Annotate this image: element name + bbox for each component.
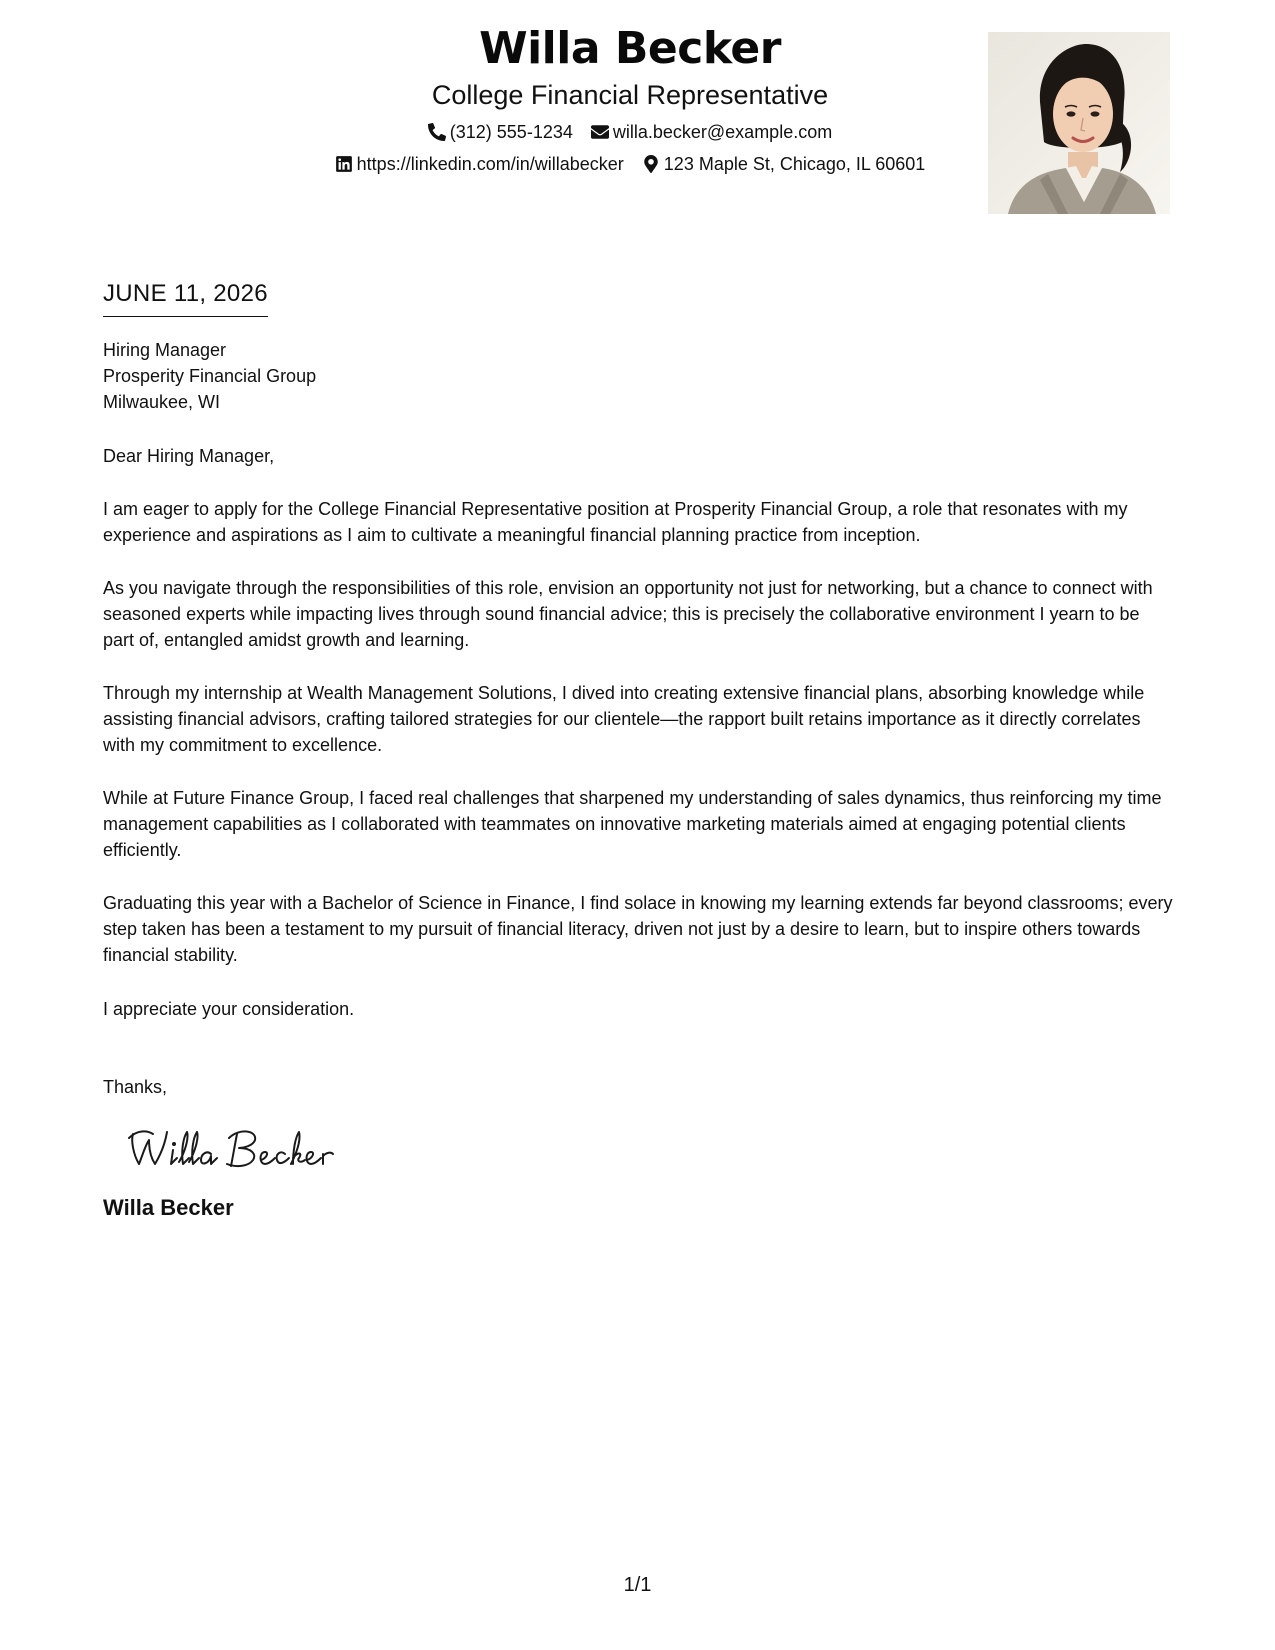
job-title: College Financial Representative — [431, 80, 829, 110]
paragraph: Graduating this year with a Bachelor of Science in Finance, I find solace in knowing my learning extends far beyond classrooms; every step taken has been a testament to my pursuit of financial literacy, driven not just by a desire to learn, but to inspire others towards financial stability. — [103, 893, 1173, 965]
recipient-block — [103, 337, 1173, 415]
linkedin-icon — [335, 155, 353, 173]
recipient-company: Prosperity Financial Group — [103, 366, 317, 386]
applicant-name: Willa Becker — [479, 23, 781, 74]
profile-photo — [988, 32, 1170, 214]
salutation: Dear Hiring Manager, — [103, 446, 275, 466]
handwritten-signature — [127, 1124, 347, 1176]
phone-text: (312) 555-1234 — [449, 122, 573, 142]
paragraph: Through my internship at Wealth Management Solutions, I dived into creating extensive financial plans, absorbing knowledge while assisting financial advisors, crafting tailored strategies for our clientele—the rapport built retains importance as it directly correlates with my commitment to excellence. — [103, 683, 1145, 755]
page-number: 1/1 — [623, 1574, 652, 1596]
contact-linkedin[interactable] — [335, 152, 624, 176]
envelope-icon — [591, 123, 609, 141]
address-text: 123 Maple St, Chicago, IL 60601 — [663, 154, 926, 174]
letter-date: JUNE 11, 2026 — [103, 278, 268, 317]
letter-body — [103, 278, 1173, 1222]
recipient-title: Hiring Manager — [103, 340, 227, 360]
map-marker-icon — [642, 155, 660, 173]
contact-row-primary — [260, 120, 1000, 144]
contact-address — [642, 152, 926, 176]
contact-email[interactable] — [591, 120, 832, 144]
paragraph: I am eager to apply for the College Financial Representative position at Prosperity Financial Group, a role that resonates with my experience and aspirations as I aim to cultivate a meaningful financial planning practice from inception. — [103, 499, 1128, 545]
contact-row-secondary — [260, 152, 1000, 176]
signer-name: Willa Becker — [103, 1195, 234, 1220]
linkedin-text: https://linkedin.com/in/willabecker — [356, 154, 624, 174]
recipient-location: Milwaukee, WI — [103, 392, 221, 412]
paragraph: As you navigate through the responsibilities of this role, envision an opportunity not just for networking, but a chance to connect with seasoned experts while impacting lives through sound financial advice; this is precisely the collaborative environment I yearn to be part of, entangled amidst growth and learning. — [103, 578, 1153, 650]
paragraph: While at Future Finance Group, I faced real challenges that sharpened my understanding of sales dynamics, thus reinforcing my time management capabilities as I collaborated with teammates on innovative marketing materials aimed at engaging potential clients efficiently. — [103, 788, 1162, 860]
closing-line: I appreciate your consideration. — [103, 999, 355, 1019]
email-text: willa.becker@example.com — [612, 122, 833, 142]
signoff: Thanks, — [103, 1077, 168, 1097]
header — [260, 22, 1000, 176]
phone-icon — [428, 123, 446, 141]
contact-phone[interactable] — [428, 120, 573, 144]
